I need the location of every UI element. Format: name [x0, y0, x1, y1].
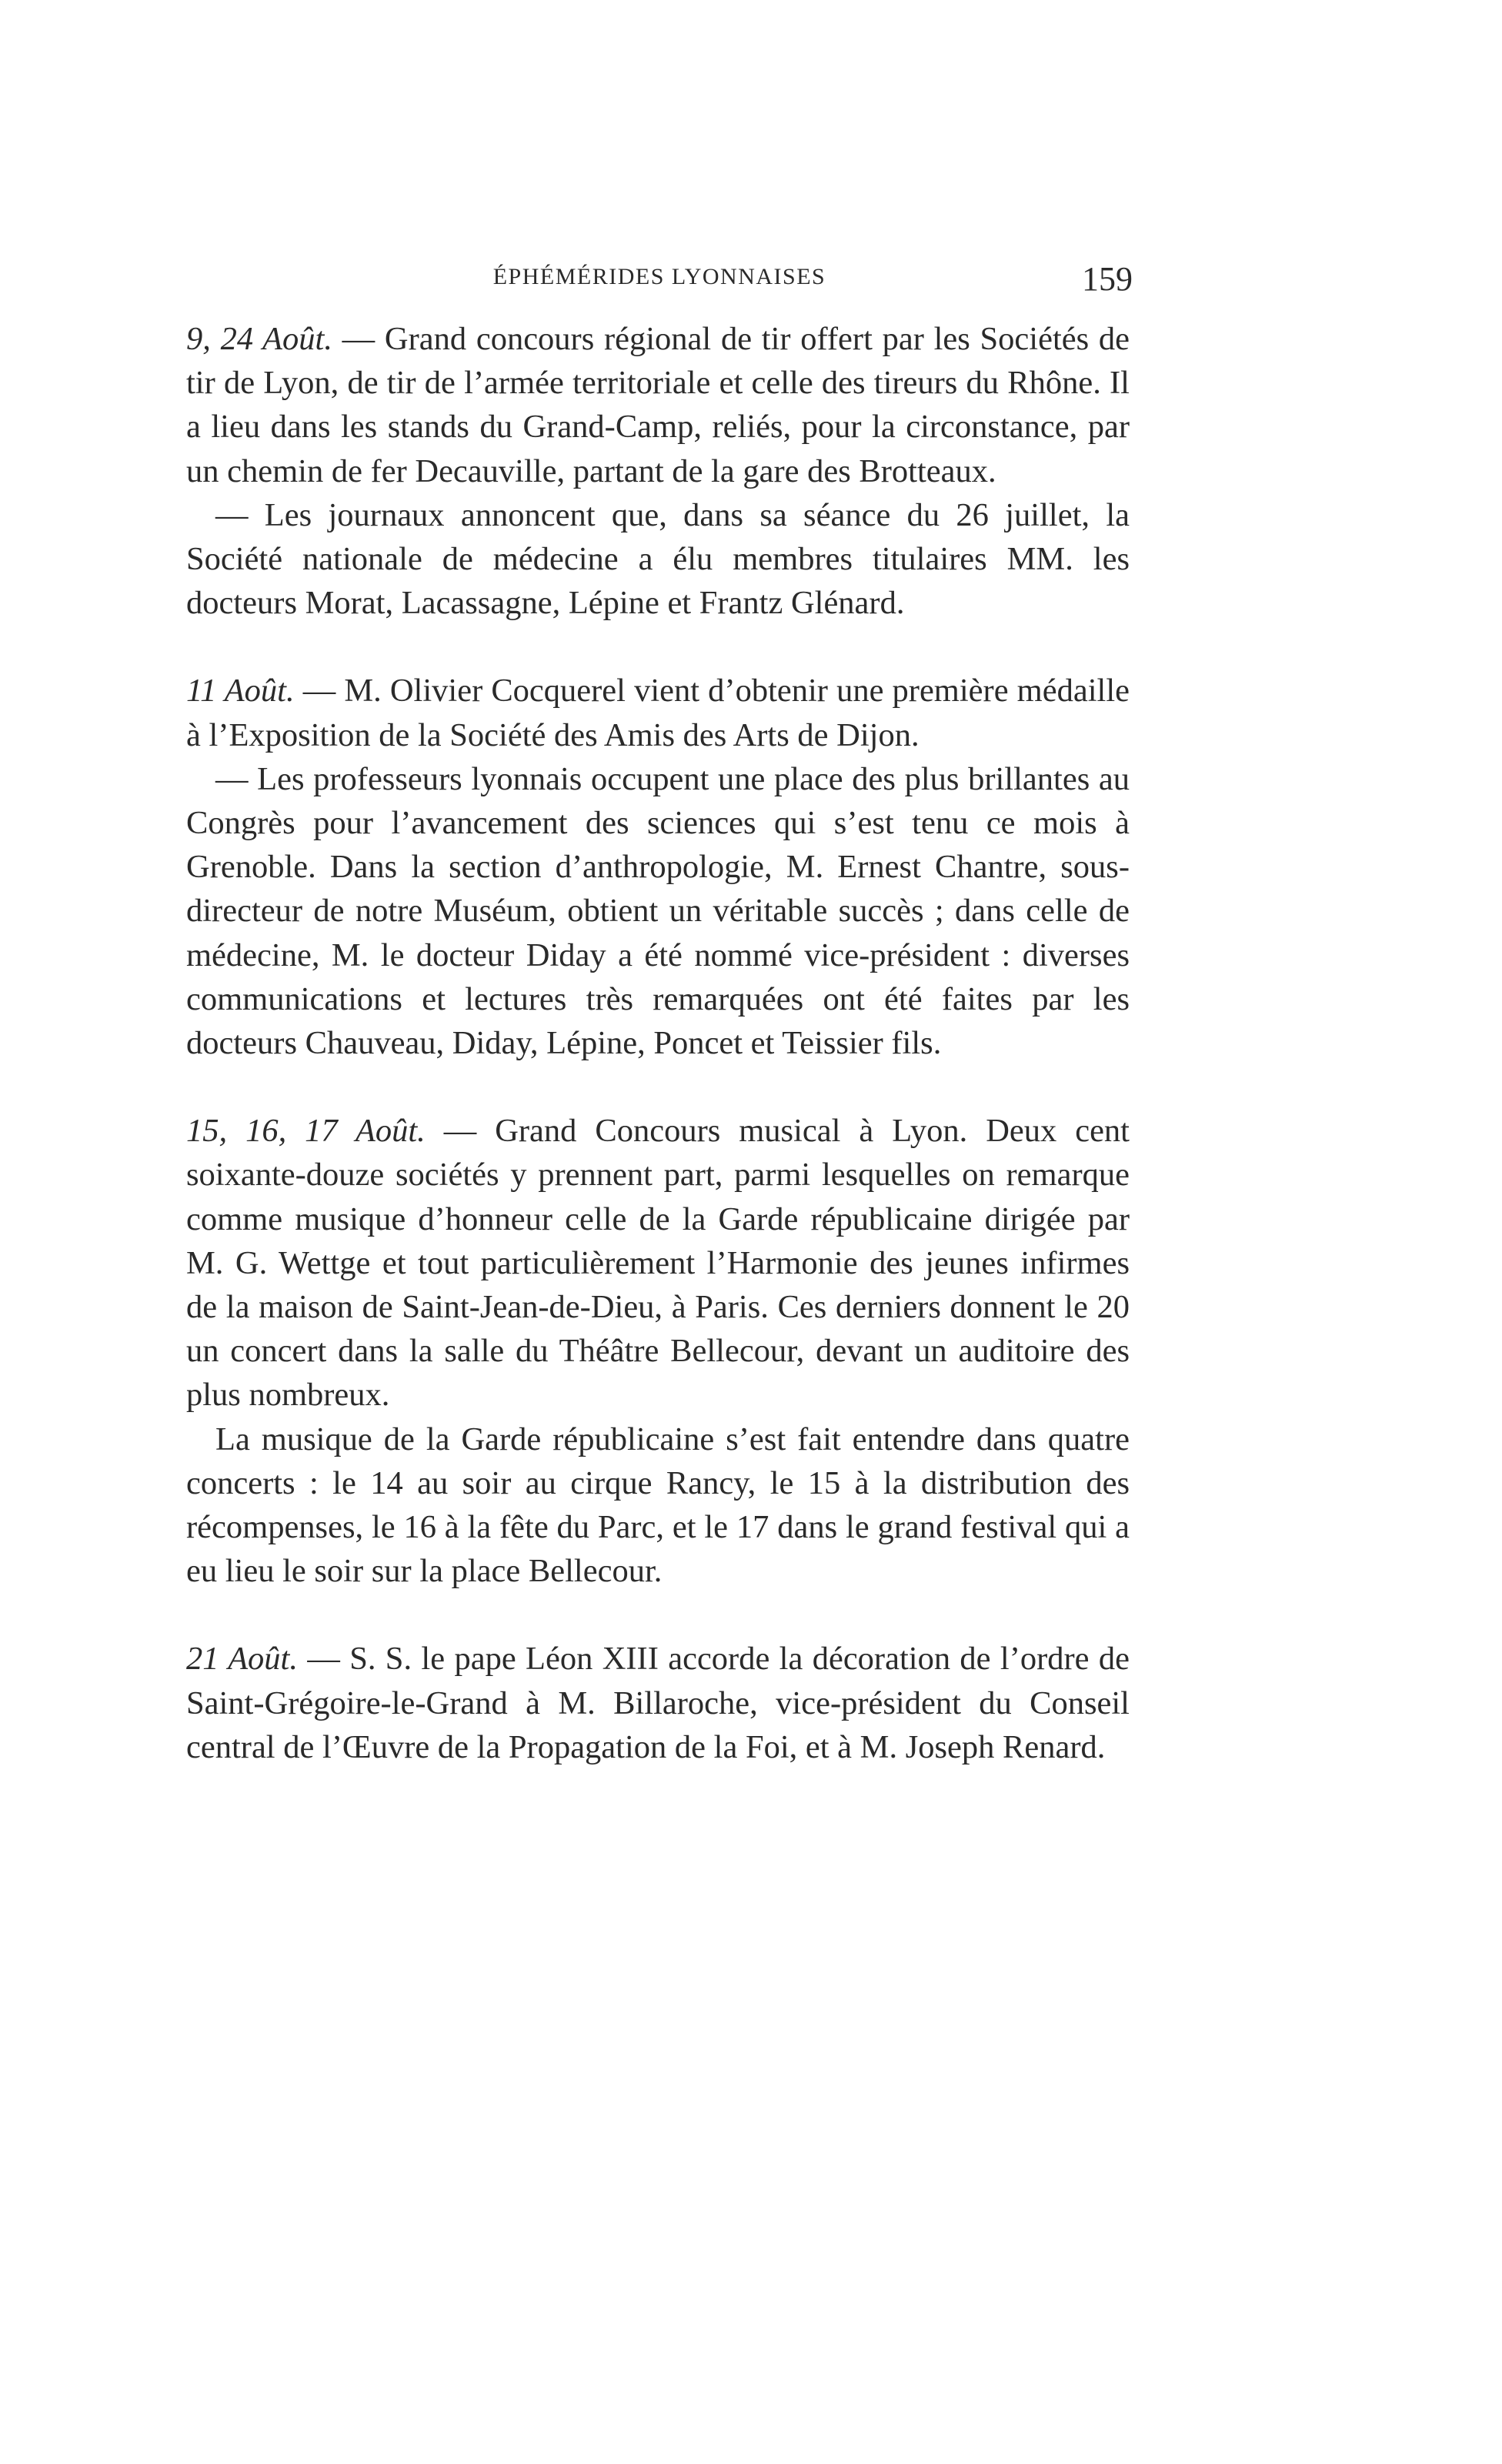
entry-date: 11 Août. [186, 673, 295, 709]
body-text [186, 317, 1130, 1769]
entry-text: — M. Olivier Cocquerel vient d’obtenir une première médaille à l’Exposition de la Société des Amis des Arts de Dijon. [186, 673, 1130, 753]
entry-paragraph [186, 317, 1130, 493]
entry-paragraph [186, 1637, 1130, 1769]
entry-date: 9, 24 Août. [186, 321, 332, 357]
entry-aout-21 [186, 1637, 1130, 1769]
entry-aout-15-16-17 [186, 1109, 1130, 1593]
entry-text: — Grand concours régional de tir offert par les Sociétés de tir de Lyon, de tir de l’armée territoriale et celle des tireurs du Rhône. Il a lieu dans les stands du Grand-Camp, reliés, pour la circonstance, par un chemin de fer Decauville, partant de la gare des Brotteaux. [186, 321, 1130, 489]
entry-paragraph: — Les journaux annoncent que, dans sa séance du 26 juillet, la Société nationale de médecine a élu membres titulaires MM. les docteurs Morat, Lacassagne, Lépine et Frantz Glénard. [186, 496, 1130, 622]
entry-text: — S. S. le pape Léon XIII accorde la décoration de l’ordre de Saint-Grégoire-le-Grand à M. Billaroche, vice-président du Conseil central de l’Œuvre de la Propagation de la Foi, et à M. Joseph Renard. [186, 1641, 1130, 1765]
entry-aout-9-24 [186, 317, 1130, 625]
entry-text: — Grand Concours musical à Lyon. Deux cent soixante-douze sociétés y prennent part, parmi lesquelles on remarque comme musique d’honneur celle de la Garde républicaine dirigée par M. G. Wettge et tout particulièrement l’Harmonie des jeunes infirmes de la maison de Saint-Jean-de-Dieu, à Paris. Ces derniers donnent le 20 un concert dans la salle du Théâtre Bellecour, devant un auditoire des plus nombreux. [186, 1113, 1130, 1414]
entry-aout-11 [186, 669, 1130, 1065]
entry-date: 15, 16, 17 Août. [186, 1113, 426, 1150]
entry-date: 21 Août. [186, 1641, 298, 1678]
page-header [186, 260, 1133, 306]
entry-paragraph [186, 669, 1130, 756]
running-title: ÉPHÉMÉRIDES LYONNAISES [492, 264, 826, 289]
page-number: 159 [1082, 260, 1133, 298]
entry-paragraph: La musique de la Garde républicaine s’est fait entendre dans quatre concerts : le 14 au soir au cirque Rancy, le 15 à la distribution des récompenses, le 16 à la fête du Parc, et le 17 dans le grand festival qui a eu lieu le soir sur la place Bellecour. [186, 1421, 1130, 1590]
entry-paragraph [186, 1109, 1130, 1417]
entry-paragraph: — Les professeurs lyonnais occupent une place des plus brillantes au Congrès pour l’avancement des sciences qui s’est tenu ce mois à Grenoble. Dans la section d’anthropologie, M. Ernest Chantre, sous-directeur de notre Muséum, obtient un véritable succès ; dans celle de médecine, M. le docteur Diday a été nommé vice-président : diverses communications et lectures très remarquées ont été faites par les docteurs Chauveau, Diday, Lépine, Poncet et Teissier fils. [186, 760, 1130, 1062]
